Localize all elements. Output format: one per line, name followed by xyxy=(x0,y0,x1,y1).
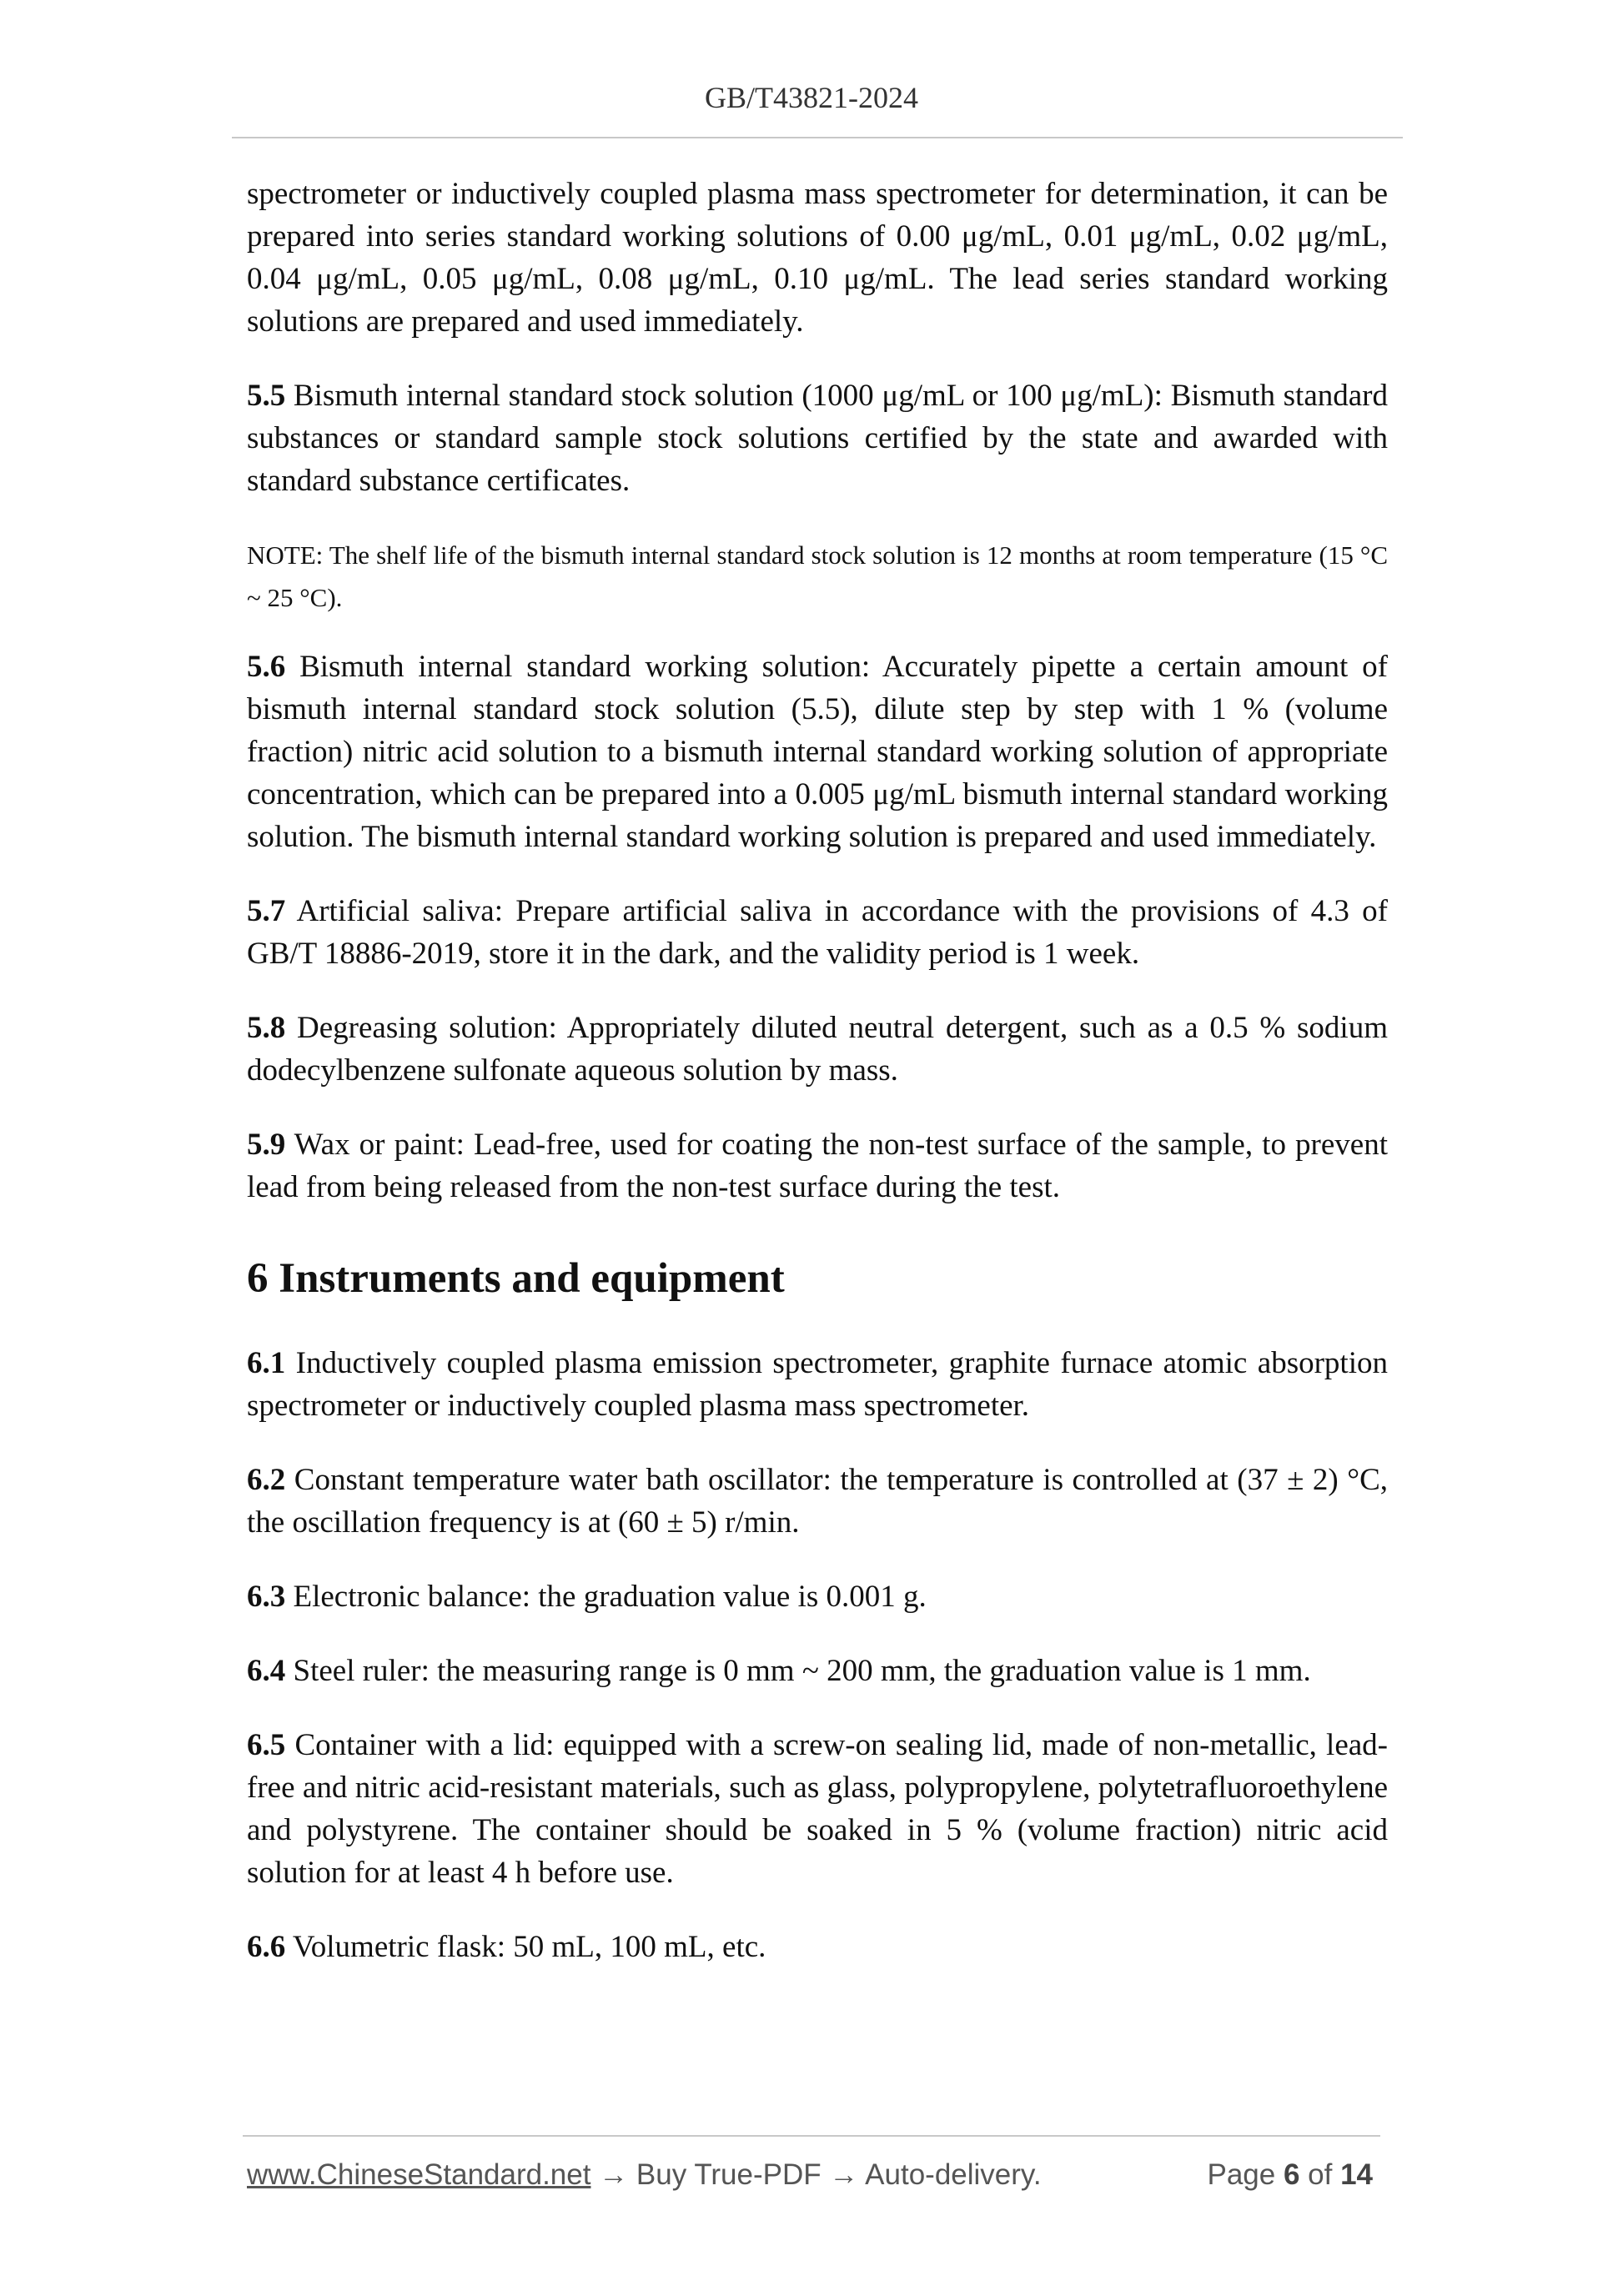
footer-promo xyxy=(247,2158,1042,2192)
clause-5-8 xyxy=(247,1007,1388,1092)
clause-text: Degreasing solution: Appropriately diluted neutral detergent, such as a 0.5 % sodium dodecylbenzene sulfonate aqueous solution by mass. xyxy=(247,1011,1388,1088)
intro-paragraph: spectrometer or inductively coupled plasma mass spectrometer for determination, it can be prepared into series standard working solutions of 0.00 μg/mL, 0.01 μg/mL, 0.02 μg/mL, 0.04 μg/mL, 0.05 μg/mL, 0.08 μg/mL, 0.10 μg/mL. The lead series standard working solutions are prepared and used immediately. xyxy=(247,177,1388,339)
clause-number: 5.8 xyxy=(247,1011,286,1045)
clause-text: Bismuth internal standard stock solution (1000 μg/mL or 100 μg/mL): Bismuth standard substances or standard sample stock solutions certified by the state and awarded with standard substance certificates. xyxy=(247,379,1388,498)
clause-text: Steel ruler: the measuring range is 0 mm ~ 200 mm, the graduation value is 1 mm. xyxy=(285,1654,1311,1688)
of-label: of xyxy=(1299,2158,1341,2191)
clause-number: 6.4 xyxy=(247,1654,286,1688)
clause-number: 6.3 xyxy=(247,1580,286,1614)
clause-text: Volumetric flask: 50 mL, 100 mL, etc. xyxy=(285,1930,766,1964)
note-paragraph: NOTE: The shelf life of the bismuth internal standard stock solution is 12 months at room temperature (15 °C ~ 25 °C). xyxy=(247,540,1388,612)
clause-number: 6.1 xyxy=(247,1346,286,1380)
clause-number: 6.5 xyxy=(247,1728,286,1762)
clause-text: Container with a lid: equipped with a screw-on sealing lid, made of non-metallic, lead-free and nitric acid-resistant materials, such as glass, polypropylene, polytetrafluoroethylene and polystyrene. The container should be soaked in 5 % (volume fraction) nitric acid solution for at least 4 h before use. xyxy=(247,1728,1388,1890)
website-link[interactable]: www.ChineseStandard.net xyxy=(247,2158,591,2191)
header-divider xyxy=(232,137,1403,138)
clause-6-2 xyxy=(247,1459,1388,1544)
clause-number: 6.2 xyxy=(247,1463,286,1497)
clause-number: 5.9 xyxy=(247,1128,286,1162)
clause-text: Inductively coupled plasma emission spectrometer, graphite furnace atomic absorption spectrometer or inductively coupled plasma mass spectrometer. xyxy=(247,1346,1388,1423)
page-header: GB/T43821-2024 xyxy=(705,81,918,114)
clause-5-5 xyxy=(247,374,1388,502)
clause-text: Bismuth internal standard working solution: Accurately pipette a certain amount of bismuth internal standard stock solution (5.5), dilute step by step with 1 % (volume fraction) nitric acid solution to a bismuth internal standard working solution of appropriate concentration, which can be prepared into a 0.005 μg/mL bismuth internal standard working solution. The bismuth internal standard working solution is prepared and used immediately. xyxy=(247,650,1388,854)
clause-number: 5.5 xyxy=(247,379,286,413)
page-label: Page xyxy=(1207,2158,1284,2191)
clause-6-3 xyxy=(247,1575,1388,1618)
clause-5-6 xyxy=(247,646,1388,858)
clause-6-6 xyxy=(247,1926,1388,1968)
clause-6-1 xyxy=(247,1342,1388,1427)
clause-number: 5.6 xyxy=(247,650,286,684)
current-page: 6 xyxy=(1283,2158,1300,2191)
clause-6-5 xyxy=(247,1724,1388,1894)
clause-text: Electronic balance: the graduation value is 0.001 g. xyxy=(285,1580,927,1614)
clause-5-9 xyxy=(247,1123,1388,1208)
page-number xyxy=(1207,2158,1373,2192)
clause-number: 6.6 xyxy=(247,1930,286,1964)
clause-number: 5.7 xyxy=(247,894,286,928)
total-pages: 14 xyxy=(1340,2158,1373,2191)
clause-6-4 xyxy=(247,1650,1388,1692)
section-heading: 6 Instruments and equipment xyxy=(247,1255,785,1302)
clause-text: Artificial saliva: Prepare artificial saliva in accordance with the provisions of 4.3 of GB/T 18886-2019, store it in the dark, and the validity period is 1 week. xyxy=(247,894,1388,971)
clause-text: Wax or paint: Lead-free, used for coating the non-test surface of the sample, to prevent lead from being released from the non-test surface during the test. xyxy=(247,1128,1388,1204)
clause-5-7 xyxy=(247,890,1388,975)
clause-text: Constant temperature water bath oscillator: the temperature is controlled at (37 ± 2) °C, the oscillation frequency is at (60 ± 5) r/min. xyxy=(247,1463,1388,1540)
footer-divider xyxy=(243,2135,1380,2137)
page-body xyxy=(247,173,1388,2000)
footer-tagline: → Buy True-PDF → Auto-delivery. xyxy=(590,2158,1042,2191)
